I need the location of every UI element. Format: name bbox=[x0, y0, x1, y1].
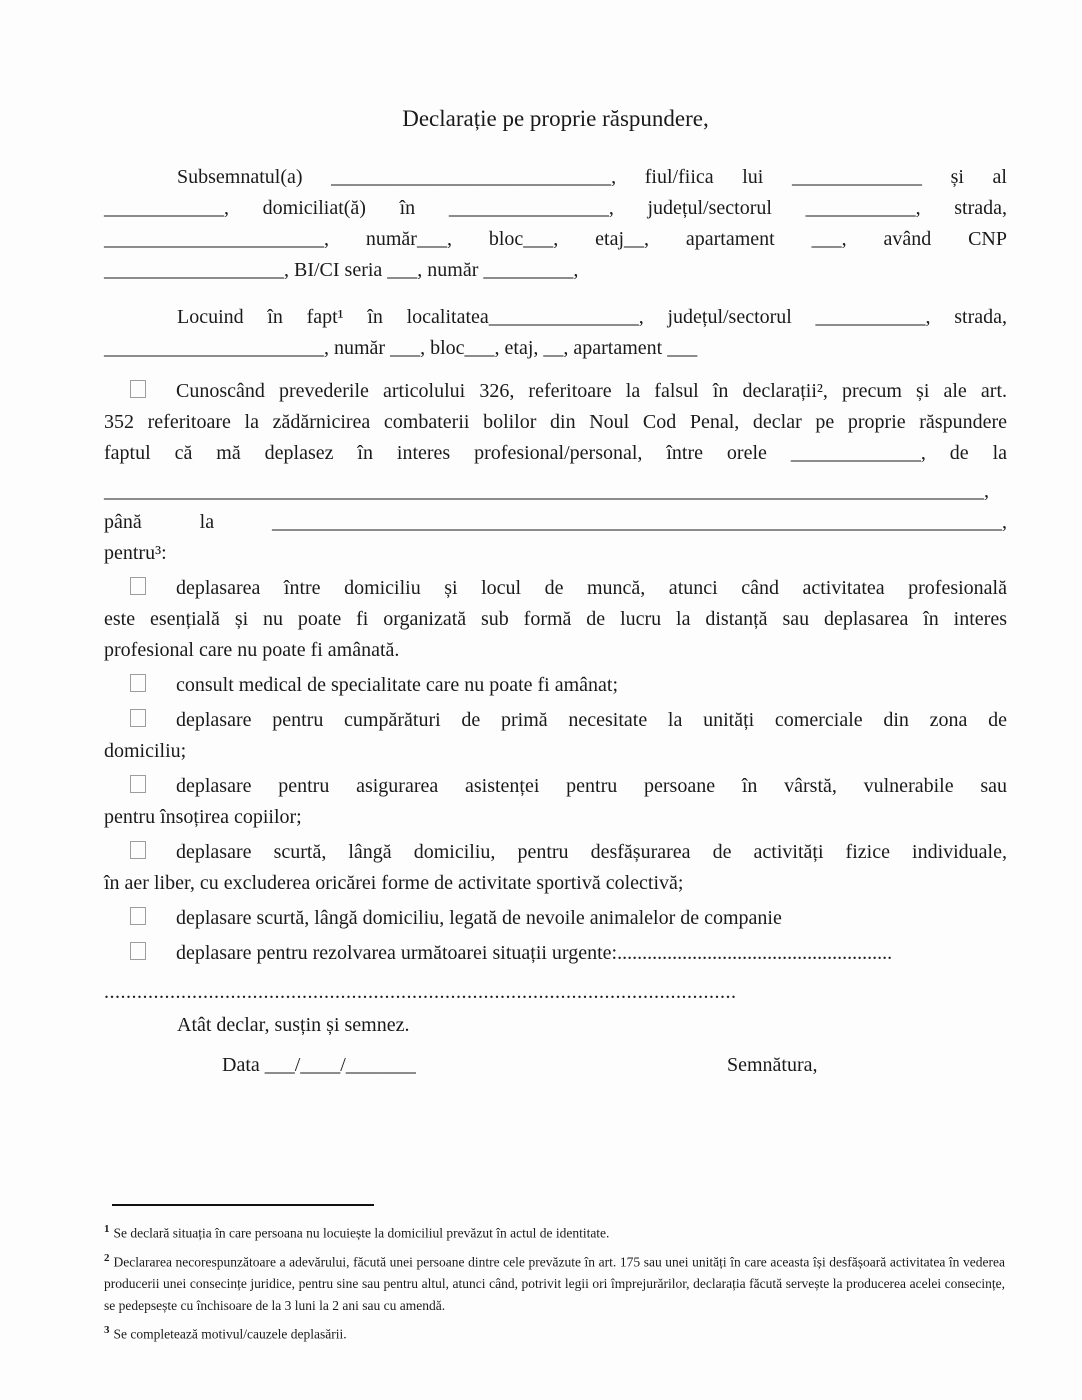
declaration-option-exercise bbox=[104, 837, 1007, 899]
form-line: ____________, domiciliat(ă) în ________________, județul/sectorul ___________, strada, bbox=[104, 197, 1007, 219]
option-text: deplasare pentru asigurarea asistenței pentru persoane în vârstă, vulnerabile sau bbox=[176, 775, 1007, 797]
form-line bbox=[104, 705, 1007, 736]
form-line: în aer liber, cu excluderea oricărei forme de activitate sportivă colectivă; bbox=[104, 872, 684, 894]
form-line: Subsemnatul(a) ____________________________, fiul/fiica lui _____________ și al bbox=[177, 166, 1007, 188]
form-line bbox=[104, 771, 1007, 802]
form-line: __________________, BI/CI seria ___, număr _________, bbox=[104, 259, 579, 281]
form-line bbox=[104, 573, 1007, 604]
document-title: Declarație pe proprie răspundere, bbox=[402, 106, 709, 131]
footnote-marker: 3 bbox=[104, 1324, 110, 1336]
checkbox-icon bbox=[130, 942, 146, 960]
form-line bbox=[104, 670, 1007, 701]
declaration-option-work bbox=[104, 573, 1007, 666]
footnote-3 bbox=[104, 1319, 1005, 1346]
checkbox-icon bbox=[130, 380, 146, 398]
signature-label: Semnătura, bbox=[727, 1054, 818, 1076]
option-text: consult medical de specialitate care nu poate fi amânat; bbox=[176, 674, 619, 696]
form-line: domiciliu; bbox=[104, 740, 187, 762]
blank-line: ________________________________________________________________________________________, bbox=[104, 480, 989, 502]
form-line: ______________________, număr___, bloc___, etaj__, apartament ___, având CNP bbox=[104, 228, 1007, 250]
form-line: pentru³: bbox=[104, 542, 167, 564]
footnote-text: Se declară situația în care persoana nu locuiește la domiciliul prevăzut în actul de identitate. bbox=[113, 1225, 610, 1241]
option-text: deplasarea între domiciliu și locul de muncă, atunci când activitatea profesională bbox=[176, 577, 1007, 599]
form-line: este esențială și nu poate fi organizată sub formă de lucru la distanță sau deplasarea în interes bbox=[104, 608, 1007, 630]
date-field-label: Data ___/____/_______ bbox=[222, 1054, 416, 1076]
document-content bbox=[0, 104, 1082, 1081]
declaration-option-assistance bbox=[104, 771, 1007, 833]
form-line: faptul că mă deplasez în interes profesional/personal, între orele _____________, de la bbox=[104, 442, 1007, 464]
footnote-marker: 2 bbox=[104, 1251, 110, 1264]
checkbox-icon bbox=[130, 674, 146, 692]
form-line bbox=[104, 903, 1007, 934]
form-line: Locuind în fapt¹ în localitatea_______________, județul/sectorul ___________, strada, bbox=[177, 306, 1007, 328]
footnote-text: Declararea necorespunzătoare a adevărului, făcută unei persoane dintre cele prevăzute în art. 175 sau unei unități în care aceasta își desfășoară activitatea în vederea producerii unei consecințe juridice, pentru sine sau pentru altul, atunci când, potrivit legii ori împrejurărilor, declarația făcută servește la producerea acelei consecințe, se pedepsește cu închisoare de la 3 luni la 2 ani sau cu amendă. bbox=[104, 1254, 1005, 1313]
footnote-marker: 1 bbox=[104, 1223, 110, 1235]
form-line: profesional care nu poate fi amânată. bbox=[104, 639, 400, 661]
option-text: deplasare pentru rezolvarea următoarei situații urgente:....................................................... bbox=[176, 942, 893, 964]
date-signature-row bbox=[104, 1050, 1007, 1081]
closing-statement: Atât declar, susțin și semnez. bbox=[177, 1014, 410, 1036]
footnote-2 bbox=[104, 1247, 1005, 1318]
form-line: 352 referitoare la zădărnicirea combaterii bolilor din Noul Cod Penal, declar pe proprie răspundere bbox=[104, 411, 1007, 433]
checkbox-icon bbox=[130, 907, 146, 925]
form-line: pentru însoțirea copiilor; bbox=[104, 806, 302, 828]
declaration-option-medical bbox=[104, 670, 1007, 701]
declaration-option-pets bbox=[104, 903, 1007, 934]
declaration-statement bbox=[104, 376, 1007, 569]
paragraph-subsemnatul bbox=[104, 162, 1007, 286]
statement-text: Cunoscând prevederile articolului 326, referitoare la falsul în declarații², precum și ale art. bbox=[176, 380, 1007, 402]
declaration-option-urgent bbox=[104, 938, 1007, 969]
footnote-text: Se completează motivul/cauzele deplasării. bbox=[113, 1326, 347, 1342]
checkbox-icon bbox=[130, 775, 146, 793]
checkbox-icon bbox=[130, 709, 146, 727]
option-text: deplasare scurtă, lângă domiciliu, legată de nevoile animalelor de companie bbox=[176, 907, 782, 929]
paragraph-locuind-in-fapt bbox=[104, 302, 1007, 364]
checkbox-icon bbox=[130, 841, 146, 859]
blank-line: până la _________________________________________________________________________, bbox=[104, 511, 1007, 533]
form-line bbox=[104, 837, 1007, 868]
footnote-separator bbox=[112, 1204, 374, 1206]
declaration-option-shopping bbox=[104, 705, 1007, 767]
checkbox-icon bbox=[130, 577, 146, 595]
footnotes-section bbox=[104, 1204, 1005, 1346]
form-line bbox=[104, 938, 1007, 969]
option-text: deplasare scurtă, lângă domiciliu, pentru desfășurarea de activități fizice individuale, bbox=[176, 841, 1007, 863]
option-text: deplasare pentru cumpărături de primă necesitate la unități comerciale din zona de bbox=[176, 709, 1007, 731]
form-line: ______________________, număr ___, bloc___, etaj, __, apartament ___ bbox=[104, 337, 698, 359]
footnote-1 bbox=[104, 1218, 1005, 1245]
dotted-continuation-line: ................................................................................................................... bbox=[104, 981, 737, 1003]
form-line bbox=[104, 376, 1007, 407]
